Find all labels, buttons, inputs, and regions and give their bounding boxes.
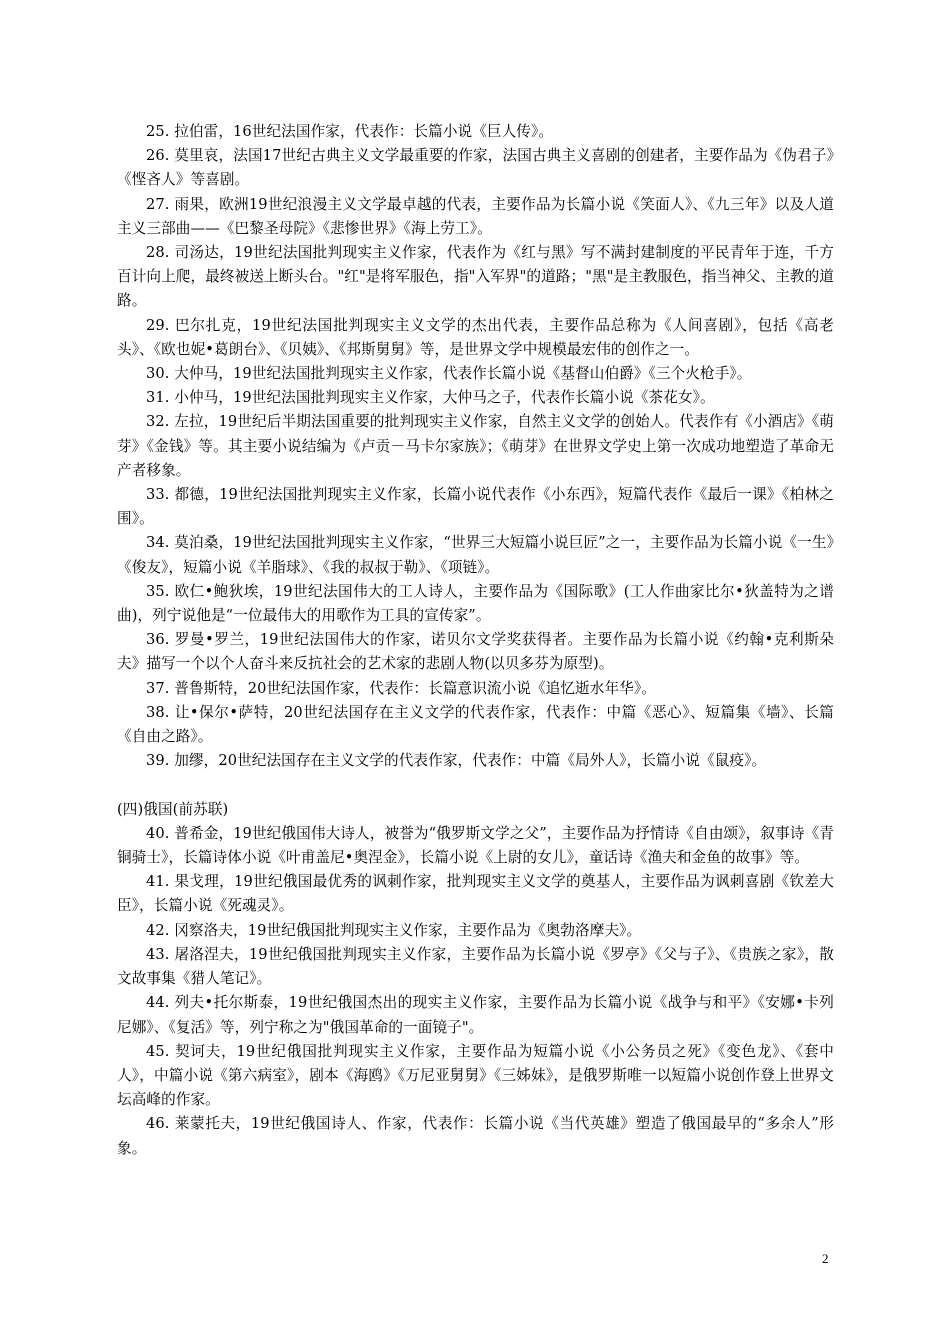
document-body [117,120,834,1161]
paragraph-37: 37. 普鲁斯特，20世纪法国作家，代表作：长篇意识流小说《追忆逝水年华》。 [146,679,656,697]
paragraph-43: 43. 屠洛涅夫，19世纪俄国批判现实主义作家，主要作品为长篇小说《罗亭》《父与子》、《贵族之家》，散文故事集《猎人笔记》。 [117,945,834,988]
paragraph-34: 34. 莫泊桑，19世纪法国批判现实主义作家，“世界三大短篇小说巨匠”之一，主要作品为长篇小说《一生》《俊友》，短篇小说《羊脂球》、《我的叔叔于勒》、《项链》。 [117,534,834,576]
paragraph-41: 41. 果戈理，19世纪俄国最优秀的讽刺作家，批判现实主义文学的奠基人，主要作品为讽刺喜剧《钦差大臣》，长篇小说《死魂灵》。 [117,873,834,915]
paragraph-44: 44. 列夫•托尔斯泰，19世纪俄国杰出的现实主义作家，主要作品为长篇小说《战争与和平》《安娜•卡列尼娜》、《复活》等，列宁称之为"俄国革命的一面镜子"。 [117,994,834,1036]
paragraph-42: 42. 冈察洛夫，19世纪俄国批判现实主义作家，主要作品为《奥勃洛摩夫》。 [146,921,642,939]
section-heading: (四)俄国(前苏联) [117,800,229,818]
paragraph-31: 31. 小仲马，19世纪法国批判现实主义作家，大仲马之子，代表作长篇小说《茶花女》。 [146,389,715,407]
paragraph-25: 25. 拉伯雷，16世纪法国作家，代表作：长篇小说《巨人传》。 [146,123,554,140]
page-number: 2 [822,1251,829,1266]
paragraph-38: 38. 让•保尔•萨特，20世纪法国存在主义文学的代表作家，代表作：中篇《恶心》、短篇集《墙》、长篇《自由之路》。 [117,703,834,746]
paragraph-30: 30. 大仲马，19世纪法国批判现实主义作家，代表作长篇小说《基督山伯爵》《三个火枪手》。 [146,365,752,383]
paragraph-26: 26. 莫里哀，法国17世纪古典主义文学最重要的作家，法国古典主义喜剧的创建者，主要作品为《伪君子》《悭吝人》等喜剧。 [117,147,834,189]
paragraph-40: 40. 普希金，19世纪俄国伟大诗人，被誉为“俄罗斯文学之父”，主要作品为抒情诗《自由颂》，叙事诗《青铜骑士》，长篇诗体小说《叶甫盖尼•奥涅金》，长篇小说《上尉的女儿》，童话诗《渔夫和金鱼的故事》等。 [117,824,834,867]
paragraph-28: 28. 司汤达，19世纪法国批判现实主义作家，代表作为《红与黑》写不满封建制度的平民青年于连，千方百计向上爬，最终被送上断头台。"红"是将军服色，指"入军界"的道路；"黑"是主教服色，指当神父、主教的道路。 [117,244,834,310]
paragraph-32: 32. 左拉，19世纪后半期法国重要的批判现实主义作家，自然主义文学的创始人。代表作有《小酒店》《萌芽》《金钱》等。其主要小说结编为《卢贡－马卡尔家族》；《萌芽》在世界文学史上第一次成功地塑造了革命无产者移象。 [117,413,834,479]
paragraph-35: 35. 欧仁•鲍狄埃，19世纪法国伟大的工人诗人，主要作品为《国际歌》(工人作曲家比尔•狄盖特为之谱曲)，列宁说他是“一位最伟大的用歌作为工具的宣传家”。 [117,582,834,625]
paragraph-46: 46. 莱蒙托夫，19世纪俄国诗人、作家，代表作：长篇小说《当代英雄》塑造了俄国最早的“多余人”形象。 [117,1115,834,1157]
paragraph-39: 39. 加缪，20世纪法国存在主义文学的代表作家，代表作：中篇《局外人》，长篇小说《鼠疫》。 [146,752,767,770]
paragraph-29: 29. 巴尔扎克，19世纪法国批判现实主义文学的杰出代表，主要作品总称为《人间喜剧》，包括《高老头》、《欧也妮•葛朗台》、《贝姨》、《邦斯舅舅》等，是世界文学中规模最宏伟的创作之一。 [117,316,834,358]
paragraph-33: 33. 都德，19世纪法国批判现实主义作家，长篇小说代表作《小东西》，短篇代表作《最后一课》《柏林之围》。 [117,486,834,528]
paragraph-45: 45. 契诃夫，19世纪俄国批判现实主义作家，主要作品为短篇小说《小公务员之死》《变色龙》、《套中人》，中篇小说《第六病室》，剧本《海鸥》《万尼亚舅舅》《三姊妹》，是俄罗斯唯一以短篇小说创作登上世界文坛高峰的作家。 [117,1042,834,1109]
paragraph-36: 36. 罗曼•罗兰，19世纪法国伟大的作家，诺贝尔文学奖获得者。主要作品为长篇小说《约翰•克利斯朵夫》描写一个以个人奋斗来反抗社会的艺术家的悲剧人物(以贝多芬为原型)。 [117,631,834,673]
paragraph-27: 27. 雨果，欧洲19世纪浪漫主义文学最卓越的代表，主要作品为长篇小说《笑面人》、《九三年》以及人道主义三部曲——《巴黎圣母院》《悲惨世界》《海上劳工》。 [117,195,834,237]
